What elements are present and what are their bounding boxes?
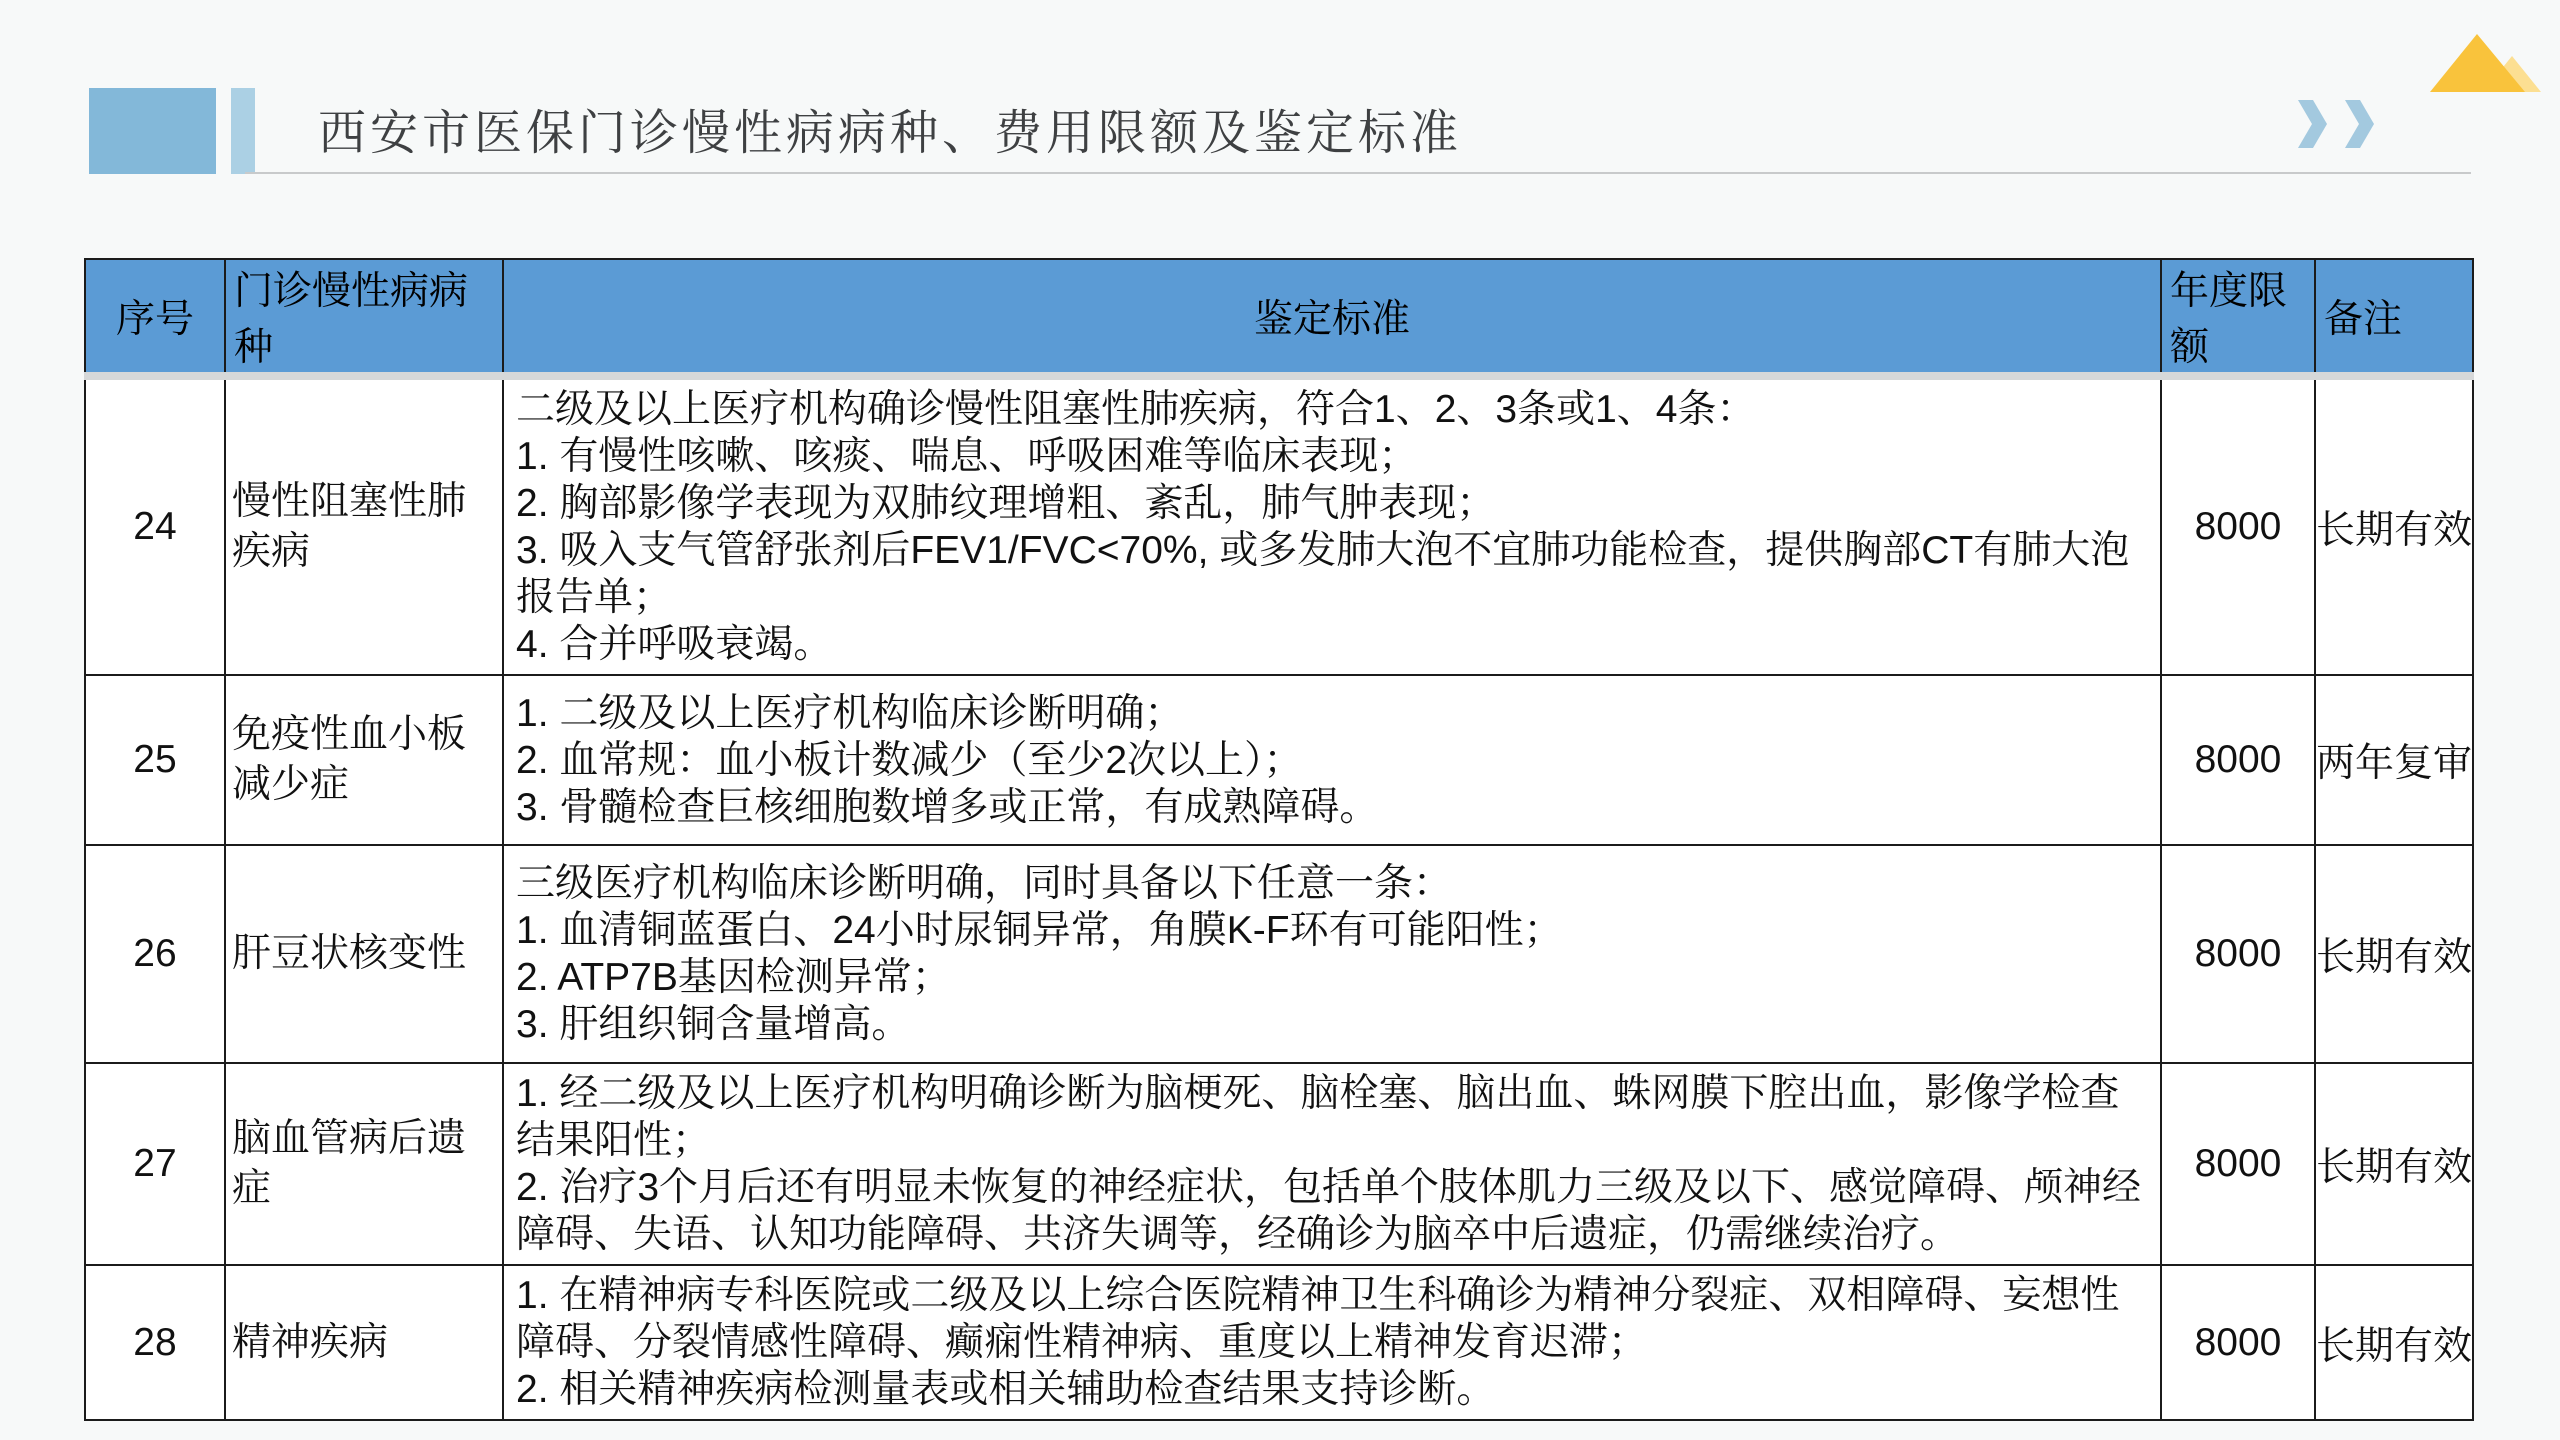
mountain-icon xyxy=(2420,27,2544,93)
criteria-line: 2. 相关精神疾病检测量表或相关辅助检查结果支持诊断。 xyxy=(516,1368,1496,1411)
criteria-line: 1. 在精神病专科医院或二级及以上综合医院精神卫生科确诊为精神分裂症、双相障碍、妄想性障碍、分裂情感性障碍、癫痫性精神病、重度以上精神发育迟滞； xyxy=(516,1274,2120,1364)
cell-remark: 长期有效 xyxy=(2315,1265,2473,1420)
criteria-line: 4. 合并呼吸衰竭。 xyxy=(516,623,833,666)
header-limit: 年度限额 xyxy=(2161,259,2315,376)
criteria-line: 1. 经二级及以上医疗机构明确诊断为脑梗死、脑栓塞、脑出血、蛛网膜下腔出血，影像学检查结果阳性； xyxy=(516,1072,2120,1162)
cell-limit: 8000 xyxy=(2161,675,2315,845)
header-remark: 备注 xyxy=(2315,259,2473,376)
table-row xyxy=(85,376,2473,675)
table-row xyxy=(85,845,2473,1063)
cell-no: 26 xyxy=(85,845,225,1063)
cell-remark: 长期有效 xyxy=(2315,376,2473,675)
cell-disease: 慢性阻塞性肺疾病 xyxy=(225,376,503,675)
page-title: 西安市医保门诊慢性病病种、费用限额及鉴定标准 xyxy=(318,107,1463,160)
criteria-line: 2. 血常规：血小板计数减少（至少2次以上）； xyxy=(516,738,1303,782)
title-divider xyxy=(245,172,2471,174)
cell-criteria xyxy=(503,376,2161,675)
cell-disease: 肝豆状核变性 xyxy=(225,845,503,1063)
criteria-line: 2. ATP7B基因检测异常； xyxy=(516,956,951,999)
header-no: 序号 xyxy=(85,259,225,376)
criteria-line: 2. 胸部影像学表现为双肺纹理增粗、紊乱，肺气肿表现； xyxy=(516,482,1496,525)
chronic-disease-table xyxy=(84,258,2474,1421)
cell-remark: 两年复审 xyxy=(2315,675,2473,845)
cell-disease: 精神疾病 xyxy=(225,1265,503,1420)
cell-criteria xyxy=(503,845,2161,1063)
cell-no: 28 xyxy=(85,1265,225,1420)
cell-disease: 脑血管病后遗症 xyxy=(225,1063,503,1265)
criteria-line: 1. 二级及以上医疗机构临床诊断明确； xyxy=(516,691,1184,735)
cell-remark: 长期有效 xyxy=(2315,845,2473,1063)
accent-bar xyxy=(231,88,255,174)
criteria-line: 3. 吸入支气管舒张剂后FEV1/FVC<70%, 或多发肺大泡不宜肺功能检查，提供胸部CT有肺大泡报告单； xyxy=(516,529,2130,619)
header-disease: 门诊慢性病病种 xyxy=(225,259,503,376)
criteria-line: 1. 有慢性咳嗽、咳痰、喘息、呼吸困难等临床表现； xyxy=(516,435,1418,478)
table-header-row xyxy=(85,259,2473,376)
criteria-line: 3. 骨髓检查巨核细胞数增多或正常，有成熟障碍。 xyxy=(516,785,1379,829)
table-row xyxy=(85,1063,2473,1265)
criteria-line: 三级医疗机构临床诊断明确，同时具备以下任意一条： xyxy=(516,862,1453,905)
cell-criteria xyxy=(503,675,2161,845)
cell-limit: 8000 xyxy=(2161,376,2315,675)
table-row xyxy=(85,1265,2473,1420)
criteria-line: 2. 治疗3个月后还有明显未恢复的神经症状，包括单个肢体肌力三级及以下、感觉障碍、颅神经障碍、失语、认知功能障碍、共济失调等，经确诊为脑卒中后遗症，仍需继续治疗。 xyxy=(516,1166,2142,1256)
cell-no: 25 xyxy=(85,675,225,845)
table-row xyxy=(85,675,2473,845)
header-criteria: 鉴定标准 xyxy=(503,259,2161,376)
cell-remark: 长期有效 xyxy=(2315,1063,2473,1265)
criteria-line: 二级及以上医疗机构确诊慢性阻塞性肺疾病，符合1、2、3条或1、4条： xyxy=(516,388,1756,431)
accent-rectangle xyxy=(89,88,216,174)
cell-disease: 免疫性血小板减少症 xyxy=(225,675,503,845)
double-chevron-right-icon xyxy=(2298,100,2378,148)
criteria-line: 3. 肝组织铜含量增高。 xyxy=(516,1003,911,1046)
criteria-line: 1. 血清铜蓝蛋白、24小时尿铜异常，角膜K-F环有可能阳性； xyxy=(516,909,1563,952)
cell-limit: 8000 xyxy=(2161,1063,2315,1265)
cell-no: 27 xyxy=(85,1063,225,1265)
cell-criteria xyxy=(503,1063,2161,1265)
cell-criteria xyxy=(503,1265,2161,1420)
cell-limit: 8000 xyxy=(2161,845,2315,1063)
cell-no: 24 xyxy=(85,376,225,675)
cell-limit: 8000 xyxy=(2161,1265,2315,1420)
